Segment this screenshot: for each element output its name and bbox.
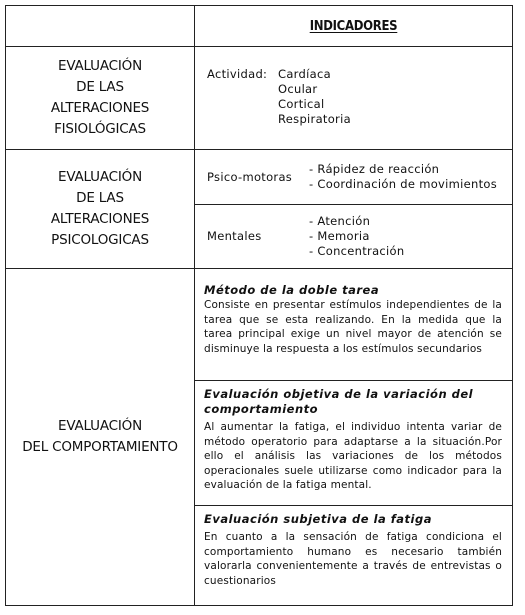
header-indicadores [195, 6, 513, 47]
header-indicadores-text: INDICADORES [309, 18, 398, 34]
method-block-subjetiva [195, 506, 512, 594]
actividad-list [278, 67, 351, 127]
category-line: DE LAS [76, 190, 124, 206]
method-title: Evaluación subjetiva de la fatiga [204, 512, 432, 526]
row-comportamiento [6, 269, 513, 606]
category-line: EVALUACIÓN [58, 169, 142, 185]
category-psicologicas [6, 150, 195, 269]
category-line: EVALUACIÓN [58, 418, 142, 434]
category-line: FISIOLÓGICAS [54, 121, 146, 137]
evaluation-table-container [5, 5, 512, 608]
method-text: Consiste en presentar estímulos independientes de la tarea que se esta realizando. En la medida que la tarea principal exige un nivel mayor de atención se disminuye la respuesta a los estímulos secundarios [204, 299, 502, 355]
category-fisiologicas [6, 47, 195, 150]
actividad-item: Cortical [278, 97, 325, 111]
evaluation-table [5, 5, 513, 606]
actividad-item: Respiratoria [278, 112, 351, 126]
header-row [6, 6, 513, 47]
indicators-psicologicas [195, 150, 513, 269]
actividad-label: Actividad: [207, 67, 268, 81]
method-title: Método de la doble tarea [204, 283, 380, 297]
psicomotoras-label: Psico-motoras [207, 169, 293, 184]
category-comportamiento [6, 269, 195, 606]
method-text: Al aumentar la fatiga, el individuo intenta variar de método operatorio para adaptarse a la situación.Por ello el análisis las variaciones de los métodos operacionales suele utilizarse como indicador para la evaluación de la fatiga mental. [204, 421, 502, 491]
psicomotoras-item: - Coordinación de movimientos [309, 177, 498, 191]
header-empty-cell [6, 6, 195, 47]
mentales-item: - Memoria [309, 229, 370, 243]
method-text: En cuanto a la sensación de fatiga condiciona el comportamiento humano es necesario también valorarla convenientemente a través de entrevistas o cuestionarios [204, 531, 502, 587]
psicomotoras-list [307, 162, 497, 192]
method-title: Evaluación objetiva de la variación del comportamiento [204, 387, 474, 416]
category-line: DE LAS [76, 79, 124, 95]
mentales-item: - Concentración [309, 244, 405, 258]
psicomotoras-section [195, 150, 512, 205]
category-line: ALTERACIONES [50, 211, 150, 227]
indicators-fisiologicas [195, 47, 513, 150]
indicators-comportamiento [195, 269, 513, 606]
mentales-section [195, 205, 512, 268]
mentales-item: - Atención [309, 214, 371, 228]
psicomotoras-item: - Rápidez de reacción [309, 162, 440, 176]
mentales-list [307, 214, 404, 259]
row-psicologicas [6, 150, 513, 269]
category-line: PSICOLOGICAS [51, 232, 149, 248]
category-line: DEL COMPORTAMIENTO [22, 439, 178, 455]
mentales-label: Mentales [207, 229, 262, 243]
category-line: EVALUACIÓN [58, 58, 142, 74]
method-block-objetiva [195, 381, 512, 506]
actividad-item: Ocular [278, 82, 318, 96]
category-line: ALTERACIONES [50, 100, 150, 116]
method-block-doble-tarea [195, 269, 512, 381]
row-fisiologicas [6, 47, 513, 150]
actividad-item: Cardíaca [278, 67, 331, 81]
